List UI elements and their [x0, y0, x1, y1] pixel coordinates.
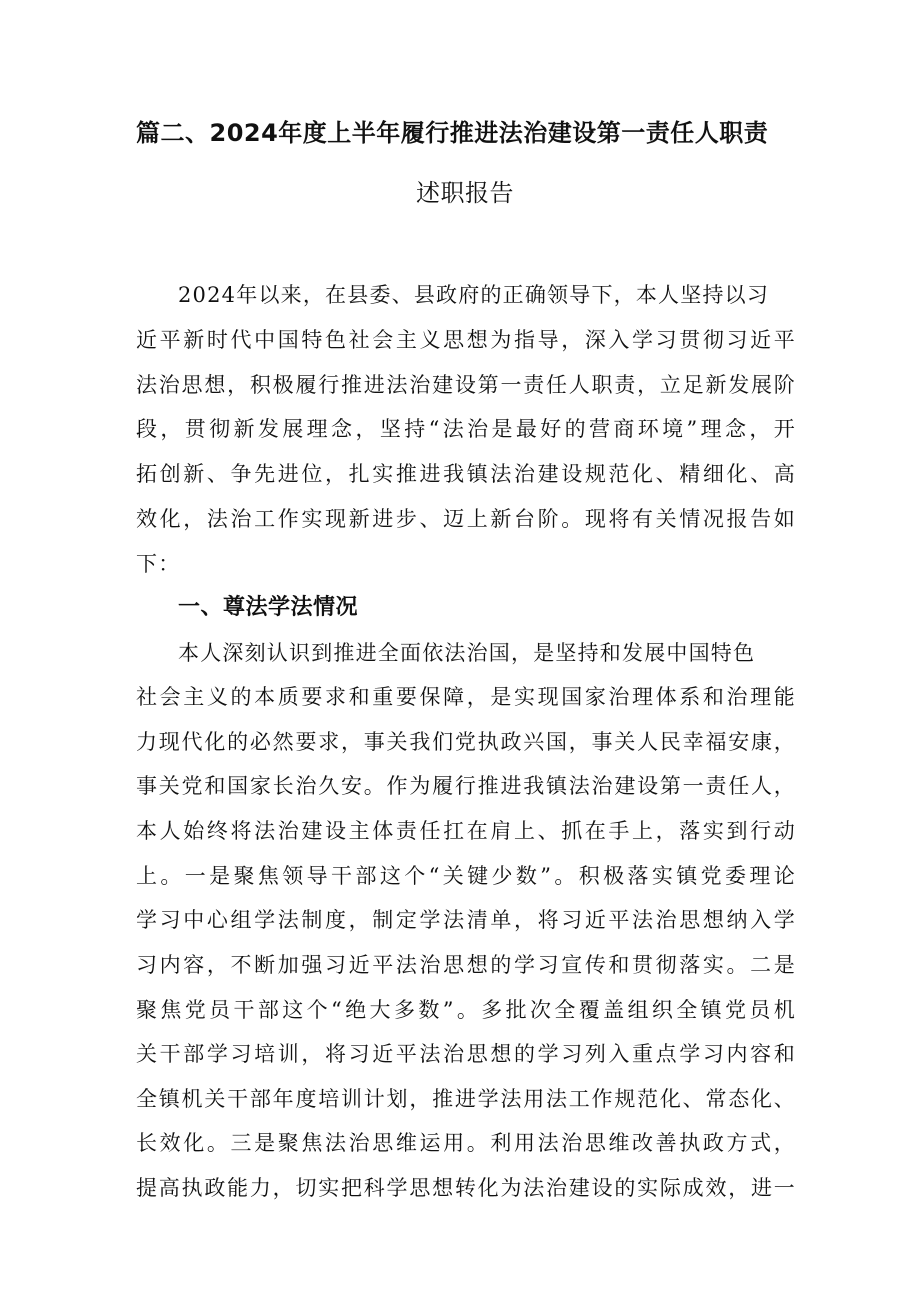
- intro-line: 近平新时代中国特色社会主义思想为指导，深入学习贯彻习近平: [136, 328, 796, 352]
- section-1-line: 事关党和国家长治久安。作为履行推进我镇法治建设第一责任人，: [136, 774, 796, 798]
- section-1-line: 本人深刻认识到推进全面依法治国，是坚持和发展中国特色: [178, 641, 756, 665]
- document-title-line-1: 篇二、2024年度上半年履行推进法治建设第一责任人职责: [136, 119, 769, 147]
- section-1-line: 社会主义的本质要求和重要保障，是实现国家治理体系和治理能: [136, 685, 796, 709]
- section-heading-1: 一、尊法学法情况: [178, 595, 359, 620]
- intro-line: 效化，法治工作实现新进步、迈上新台阶。现将有关情况报告如: [136, 507, 796, 531]
- intro-line: 2024年以来，在县委、县政府的正确领导下，本人坚持以习: [178, 283, 770, 307]
- section-1-line: 关干部学习培训，将习近平法治思想的学习列入重点学习内容和: [136, 1042, 796, 1066]
- section-1-line: 力现代化的必然要求，事关我们党执政兴国，事关人民幸福安康，: [136, 730, 796, 754]
- section-1-line: 提高执政能力，切实把科学思想转化为法治建设的实际成效，进一: [136, 1176, 796, 1200]
- section-1-line: 长效化。三是聚焦法治思维运用。利用法治思维改善执政方式，: [136, 1131, 796, 1155]
- intro-line: 下：: [136, 552, 181, 576]
- intro-line: 段，贯彻新发展理念，坚持“法治是最好的营商环境”理念，开: [136, 417, 796, 441]
- section-1-line: 上。一是聚焦领导干部这个“关键少数”。积极落实镇党委理论: [136, 864, 796, 888]
- section-1-line: 习内容，不断加强习近平法治思想的学习宣传和贯彻落实。二是: [136, 953, 796, 977]
- section-1-line: 本人始终将法治建设主体责任扛在肩上、抓在手上，落实到行动: [136, 819, 796, 843]
- document-title-line-2: 述职报告: [416, 179, 514, 207]
- section-1-line: 全镇机关干部年度培训计划，推进学法用法工作规范化、常态化、: [136, 1087, 796, 1111]
- section-1-line: 学习中心组学法制度，制定学法清单，将习近平法治思想纳入学: [136, 908, 796, 932]
- intro-line: 拓创新、争先进位，扎实推进我镇法治建设规范化、精细化、高: [136, 462, 796, 486]
- intro-line: 法治思想，积极履行推进法治建设第一责任人职责，立足新发展阶: [136, 373, 796, 397]
- section-1-line: 聚焦党员干部这个“绝大多数”。多批次全覆盖组织全镇党员机: [136, 998, 796, 1022]
